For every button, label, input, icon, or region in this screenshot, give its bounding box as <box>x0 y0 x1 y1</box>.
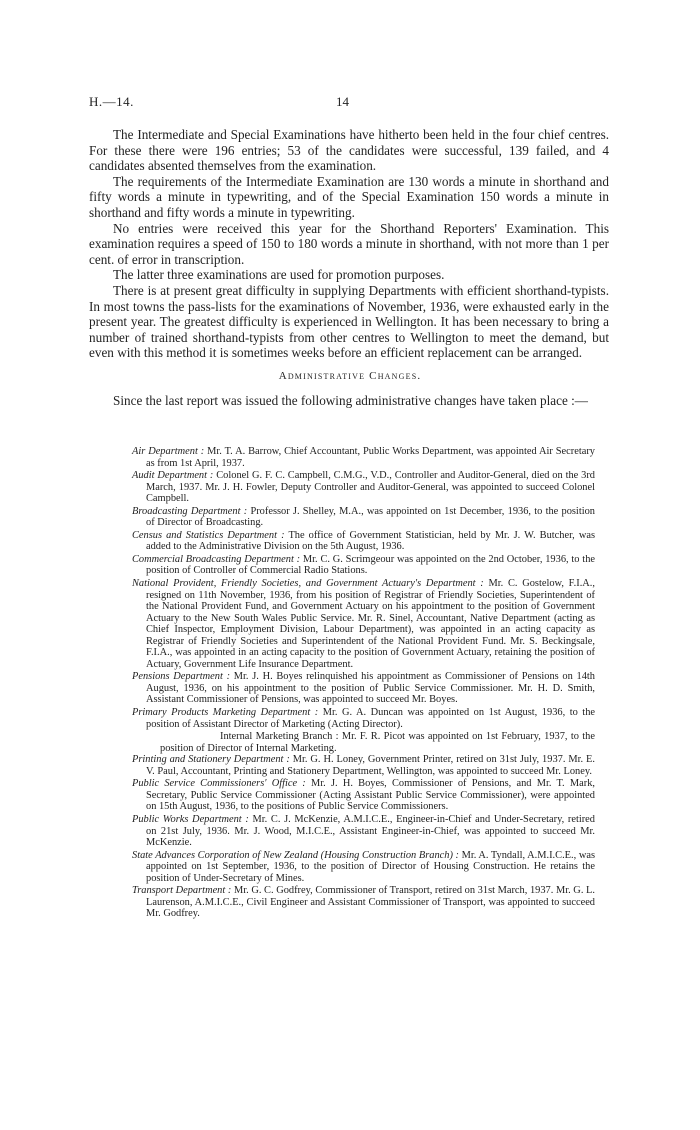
list-item <box>132 470 595 505</box>
change-text: Mr. T. A. Barrow, Chief Accountant, Public Works Department, was appointed Air Secretary as from 1st April, 1937. <box>146 446 595 469</box>
change-text: Mr. G. C. Godfrey, Commissioner of Transport, retired on 31st March, 1937. Mr. G. L. Laurenson, A.M.I.C.E., Civil Engineer and Assistant Commissioner of Transport, was appointed to succeed Mr. Godfrey. <box>146 885 595 920</box>
department-name: Primary Products Marketing Department : <box>132 707 319 719</box>
department-name: Commercial Broadcasting Department : <box>132 553 301 565</box>
list-item <box>132 814 595 849</box>
department-name: Pensions Department : <box>132 671 231 683</box>
department-name: Public Service Commissioners' Office : <box>132 778 306 790</box>
department-name: Census and Statistics Department : <box>132 529 285 541</box>
sub-entry: Internal Marketing Branch : Mr. F. R. Picot was appointed on 1st February, 1937, to the position of Director of Internal Marketing. <box>160 731 595 754</box>
list-item <box>132 754 595 777</box>
change-text: Mr. C. J. McKenzie, A.M.I.C.E., Engineer-in-Chief and Under-Secretary, retired on 21st July, 1936. Mr. J. Wood, M.I.C.E., Assistant Engineer-in-Chief, was appointed to succeed Mr. McKenzie. <box>146 813 595 849</box>
change-text: Mr. C. G. Scrimgeour was appointed on the 2nd October, 1936, to the position of Controller of Commercial Radio Stations. <box>146 553 596 577</box>
list-item <box>132 850 595 885</box>
department-name: National Provident, Friendly Societies, and Government Actuary's Department : <box>132 578 484 590</box>
change-text: Colonel G. F. C. Campbell, C.M.G., V.D., Controller and Auditor-General, died on the 3rd March, 1937. Mr. J. H. Fowler, Deputy Controller and Auditor-General, was appointed to succeed Colonel Campbell. <box>146 470 595 505</box>
change-text: Mr. J. H. Boyes relinquished his appointment as Commissioner of Pensions on 14th August, 1936, on his appointment to the position of Public Service Commissioner. Mr. H. D. Smith, Assistant Commissioner of Pensions, was appointed to succeed Mr. Boyes. <box>146 671 595 706</box>
change-text: Mr. C. Gostelow, F.I.A., resigned on 11th November, 1936, from his position of Registrar of Friendly Societies, Superintendent of the National Provident Fund, and Government Actuary on his appointment to the position of Government Actuary to the New South Wales Public Service. Mr. R. Sinel, Accountant, Native Department (acting as Chief Inspector, Employment Division, Labour Department), was appointed in an acting capacity as Registrar of Friendly Societies and Superintendent of the National Provident Fund. Mr. S. Beckingsale, F.I.A., was appointed in an acting capacity to the position of Government Actuary, retaining the position of Actuary, Government Life Insurance Department. <box>146 578 595 670</box>
change-text: Mr. A. Tyndall, A.M.I.C.E., was appointed on 1st September, 1936, to the position of Director of Housing Construction. He retains the position of Under-Secretary of Mines. <box>146 849 596 884</box>
department-name: State Advances Corporation of New Zealand (Housing Construction Branch) : <box>132 849 459 861</box>
department-name: Transport Department : <box>132 885 232 897</box>
list-item <box>132 707 595 730</box>
list-item <box>132 778 595 813</box>
list-item <box>132 530 595 553</box>
paragraph: There is at present great difficulty in supplying Departments with efficient shorthand-typists. In most towns the pass-lists for the examinations of November, 1936, were exhausted early in the present year. The greatest difficulty is experienced in Wellington. It has been necessary to bring a number of trained shorthand-typists from other centres to Wellington to meet the demand, but even with this method it is sometimes weeks before an efficient replacement can be arranged. <box>89 282 609 361</box>
change-text: Professor J. Shelley, M.A., was appointed on 1st December, 1936, to the position of Director of Broadcasting. <box>146 505 595 529</box>
department-name: Public Works Department : <box>132 813 249 825</box>
department-name: Printing and Stationery Department : <box>132 754 290 766</box>
paragraph: The latter three examinations are used for promotion purposes. <box>113 267 445 283</box>
list-item <box>132 506 595 529</box>
section-intro: Since the last report was issued the following administrative changes have taken place :— <box>113 393 588 408</box>
change-text: Mr. G. A. Duncan was appointed on 1st August, 1936, to the position of Assistant Director of Marketing (Acting Director). <box>146 707 595 730</box>
change-text: Mr. G. H. Loney, Government Printer, retired on 31st July, 1937. Mr. E. V. Paul, Accountant, Printing and Stationery Department, Wellington, was appointed to succeed Mr. Loney. <box>146 754 595 777</box>
department-name: Audit Department : <box>132 470 214 482</box>
change-text: Mr. J. H. Boyes, Commissioner of Pensions, and Mr. T. Mark, Secretary, Public Service Commissioner (Acting Assistant Public Service Commissioner), were appointed on 15th August, 1936, to the positions of Public Service Commissioners. <box>146 778 595 813</box>
list-item <box>132 446 595 469</box>
department-name: Broadcasting Department : <box>132 505 248 517</box>
paragraph: The Intermediate and Special Examinations have hitherto been held in the four chief centres. For these there were 196 entries; 53 of the candidates were successful, 139 failed, and 4 candidates absented themselves from the examination. <box>89 127 609 174</box>
list-item <box>132 885 595 920</box>
paragraph: The requirements of the Intermediate Examination are 130 words a minute in shorthand and fifty words a minute in typewriting, and of the Special Examination 150 words a minute in shorthand and fifty words a minute in typewriting. <box>89 173 609 220</box>
department-name: Air Department : <box>132 446 205 457</box>
examination-text <box>89 127 609 361</box>
list-item <box>132 554 595 577</box>
administrative-changes-list <box>132 446 595 921</box>
change-text: The office of Government Statistician, held by Mr. J. W. Butcher, was added to the Administrative Division on the 5th August, 1936. <box>146 529 595 553</box>
paragraph: No entries were received this year for the Shorthand Reporters' Examination. This examination requires a speed of 150 to 180 words a minute in shorthand, with not more than 1 per cent. of error in transcription. <box>89 220 609 267</box>
page-number: 14 <box>336 94 349 109</box>
list-item <box>132 578 595 670</box>
report-reference: H.—14. <box>89 94 134 109</box>
section-heading: Administrative Changes. <box>278 370 422 382</box>
list-item <box>132 671 595 706</box>
